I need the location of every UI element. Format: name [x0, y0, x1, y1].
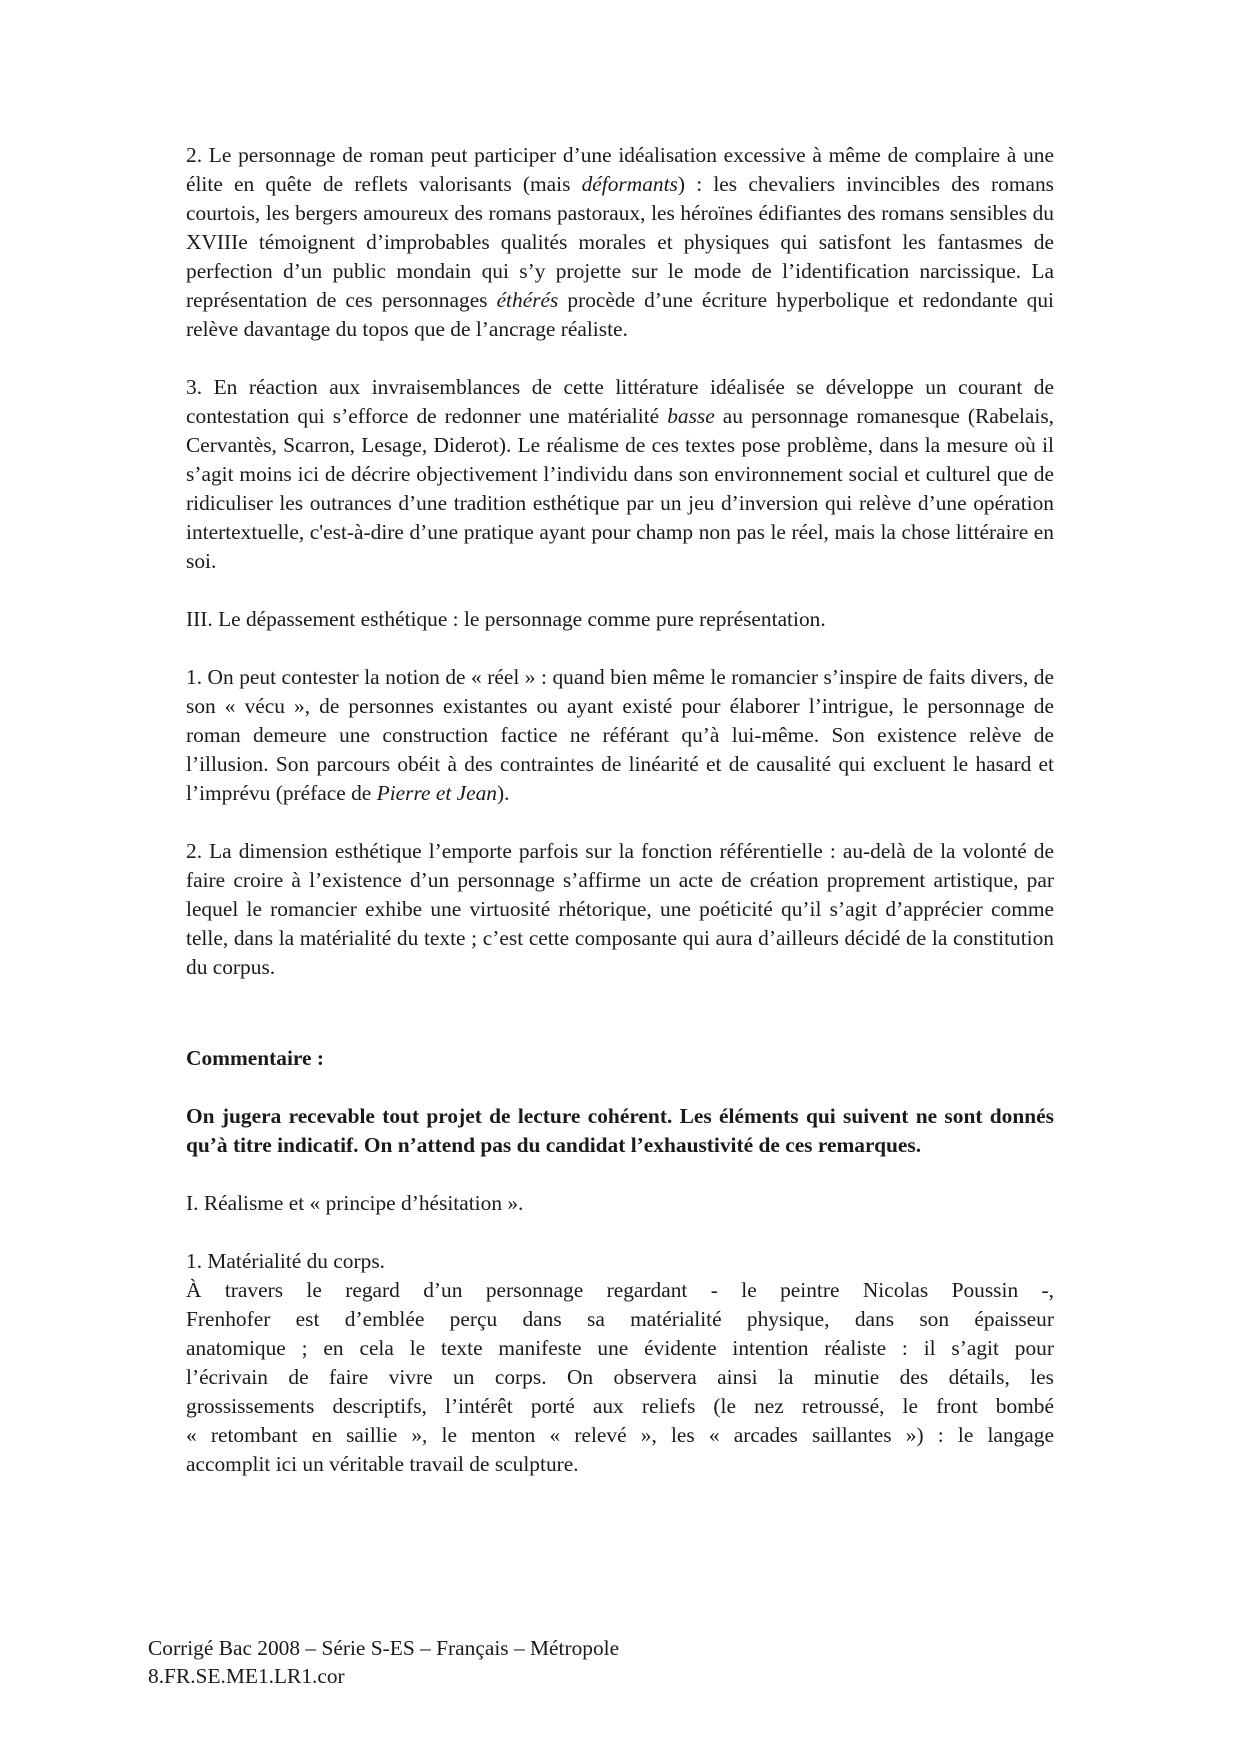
paragraph-notion-reel: 1. On peut contester la notion de « réel » : quand bien même le romancier s’inspire de faits divers, de son « vécu », de personnes existantes ou ayant existé pour élaborer l’intrigue, le personnage de roman demeure une construction factice ne référant qu’à lui-même. Son existence relève de l’illusion. Son parcours obéit à des contraintes de linéarité et de causalité qui excluent le hasard et l’imprévu (préface de Pierre et Jean). — [186, 665, 1054, 805]
document-body — [186, 141, 1054, 1479]
text-line: anatomique ; en cela le texte manifeste une évidente intention réaliste : il s’agit pour — [186, 1336, 1054, 1360]
commentaire-heading: Commentaire : — [186, 1046, 325, 1070]
text-line: accomplit ici un véritable travail de sculpture. — [186, 1452, 579, 1476]
paragraph-reaction: 3. En réaction aux invraisemblances de cette littérature idéalisée se développe un courant de contestation qui s’efforce de redonner une matérialité basse au personnage romanesque (Rabelais, Cervantès, Scarron, Lesage, Diderot). Le réalisme de ces textes pose problème, dans la mesure où il s’agit moins ici de décrire objectivement l’individu dans son environnement social et culturel que de ridiculiser les outrances d’une tradition esthétique par un jeu d’inversion qui relève d’une opération intertextuelle, c'est-à-dire d’une pratique ayant pour champ non pas le réel, mais la chose littéraire en soi. — [186, 375, 1054, 573]
commentaire-sub1-heading: 1. Matérialité du corps. — [186, 1249, 385, 1273]
commentaire-part1-heading: I. Réalisme et « principe d’hésitation ». — [186, 1191, 524, 1215]
footer-title: Corrigé Bac 2008 – Série S-ES – Français – Métropole — [148, 1636, 620, 1660]
commentaire-note: On jugera recevable tout projet de lecture cohérent. Les éléments qui suivent ne sont donnés qu’à titre indicatif. On n’attend pas du candidat l’exhaustivité de ces remarques. — [186, 1104, 1054, 1157]
footer-code: 8.FR.SE.ME1.LR1.cor — [148, 1664, 345, 1688]
paragraph-idealisation: 2. Le personnage de roman peut participer d’une idéalisation excessive à même de complaire à une élite en quête de reflets valorisants (mais déformants) : les chevaliers invincibles des romans courtois, les bergers amoureux des romans pastoraux, les héroïnes édifiantes des romans sensibles du XVIIIe témoignent d’improbables qualités morales et physiques qui satisfont les fantasmes de perfection d’un public mondain qui s’y projette sur le mode de l’identification narcissique. La représentation de ces personnages éthérés procède d’une écriture hyperbolique et redondante qui relève davantage du topos que de l’ancrage réaliste. — [186, 143, 1054, 341]
text-line: grossissements descriptifs, l’intérêt porté aux reliefs (le nez retroussé, le front bombé — [186, 1394, 1054, 1418]
text-line: l’écrivain de faire vivre un corps. On observera ainsi la minutie des détails, les — [186, 1365, 1054, 1389]
section-heading-depassement: III. Le dépassement esthétique : le personnage comme pure représentation. — [186, 607, 826, 631]
text-line: « retombant en saillie », le menton « relevé », les « arcades saillantes ») : le langage — [186, 1423, 1054, 1447]
paragraph-materialite-corps — [186, 1276, 1054, 1479]
page-footer — [148, 1634, 848, 1690]
text-line: À travers le regard d’un personnage regardant - le peintre Nicolas Poussin -, — [186, 1278, 1054, 1302]
text-line: Frenhofer est d’emblée perçu dans sa matérialité physique, dans son épaisseur — [186, 1307, 1054, 1331]
paragraph-dimension-esthetique: 2. La dimension esthétique l’emporte parfois sur la fonction référentielle : au-delà de la volonté de faire croire à l’existence d’un personnage s’affirme un acte de création proprement artistique, par lequel le romancier exhibe une virtuosité rhétorique, une poéticité qu’il s’agit d’apprécier comme telle, dans la matérialité du texte ; c’est cette composante qui aura d’ailleurs décidé de la constitution du corpus. — [186, 839, 1054, 979]
